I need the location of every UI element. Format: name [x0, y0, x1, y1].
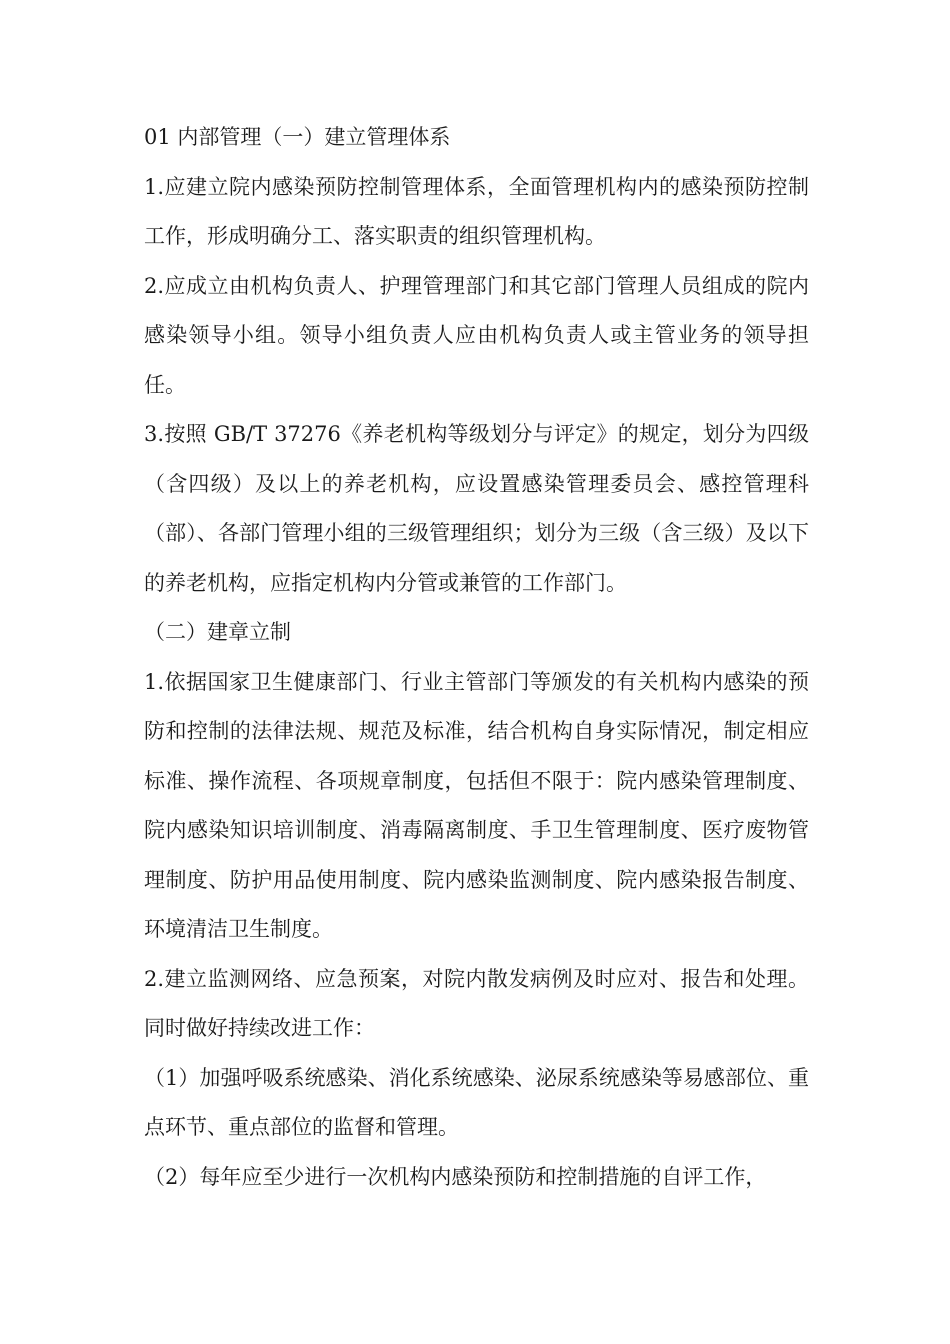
section-heading-internal-management: 01 内部管理（一）建立管理体系 — [144, 125, 451, 149]
paragraph-leadership-group: 2.应成立由机构负责人、护理管理部门和其它部门管理人员组成的院内感染领导小组。领导小组负责人应由机构负责人或主管业务的领导担任。 — [144, 273, 809, 397]
paragraph-rules-and-procedures: 1.依据国家卫生健康部门、行业主管部门等颁发的有关机构内感染的预防和控制的法律法规、规范及标准，结合机构自身实际情况，制定相应标准、操作流程、各项规章制度，包括但不限于：院内感染管理制度、院内感染知识培训制度、消毒隔离制度、手卫生管理制度、医疗废物管理制度、防护用品使用制度、院内感染监测制度、院内感染报告制度、环境清洁卫生制度。 — [144, 669, 809, 941]
section-heading-regulations: （二）建章立制 — [144, 620, 291, 644]
list-item-1: （1）加强呼吸系统感染、消化系统感染、泌尿系统感染等易感部位、重点环节、重点部位的监督和管理。 — [144, 1065, 809, 1139]
list-item-2: （2）每年应至少进行一次机构内感染预防和控制措施的自评工作， — [144, 1164, 767, 1189]
paragraph-grading-standard: 3.按照 GB/T 37276《养老机构等级划分与评定》的规定，划分为四级（含四级）及以上的养老机构，应设置感染管理委员会、感控管理科（部）、各部门管理小组的三级管理组织；划分为三级（含三级）及以下的养老机构，应指定机构内分管或兼管的工作部门。 — [144, 422, 809, 595]
paragraph-management-system: 1.应建立院内感染预防控制管理体系，全面管理机构内的感染预防控制工作，形成明确分工、落实职责的组织管理机构。 — [144, 174, 809, 248]
paragraph-monitoring-network: 2.建立监测网络、应急预案，对院内散发病例及时应对、报告和处理。同时做好持续改进工作： — [144, 966, 809, 1040]
document-body — [144, 113, 809, 1202]
